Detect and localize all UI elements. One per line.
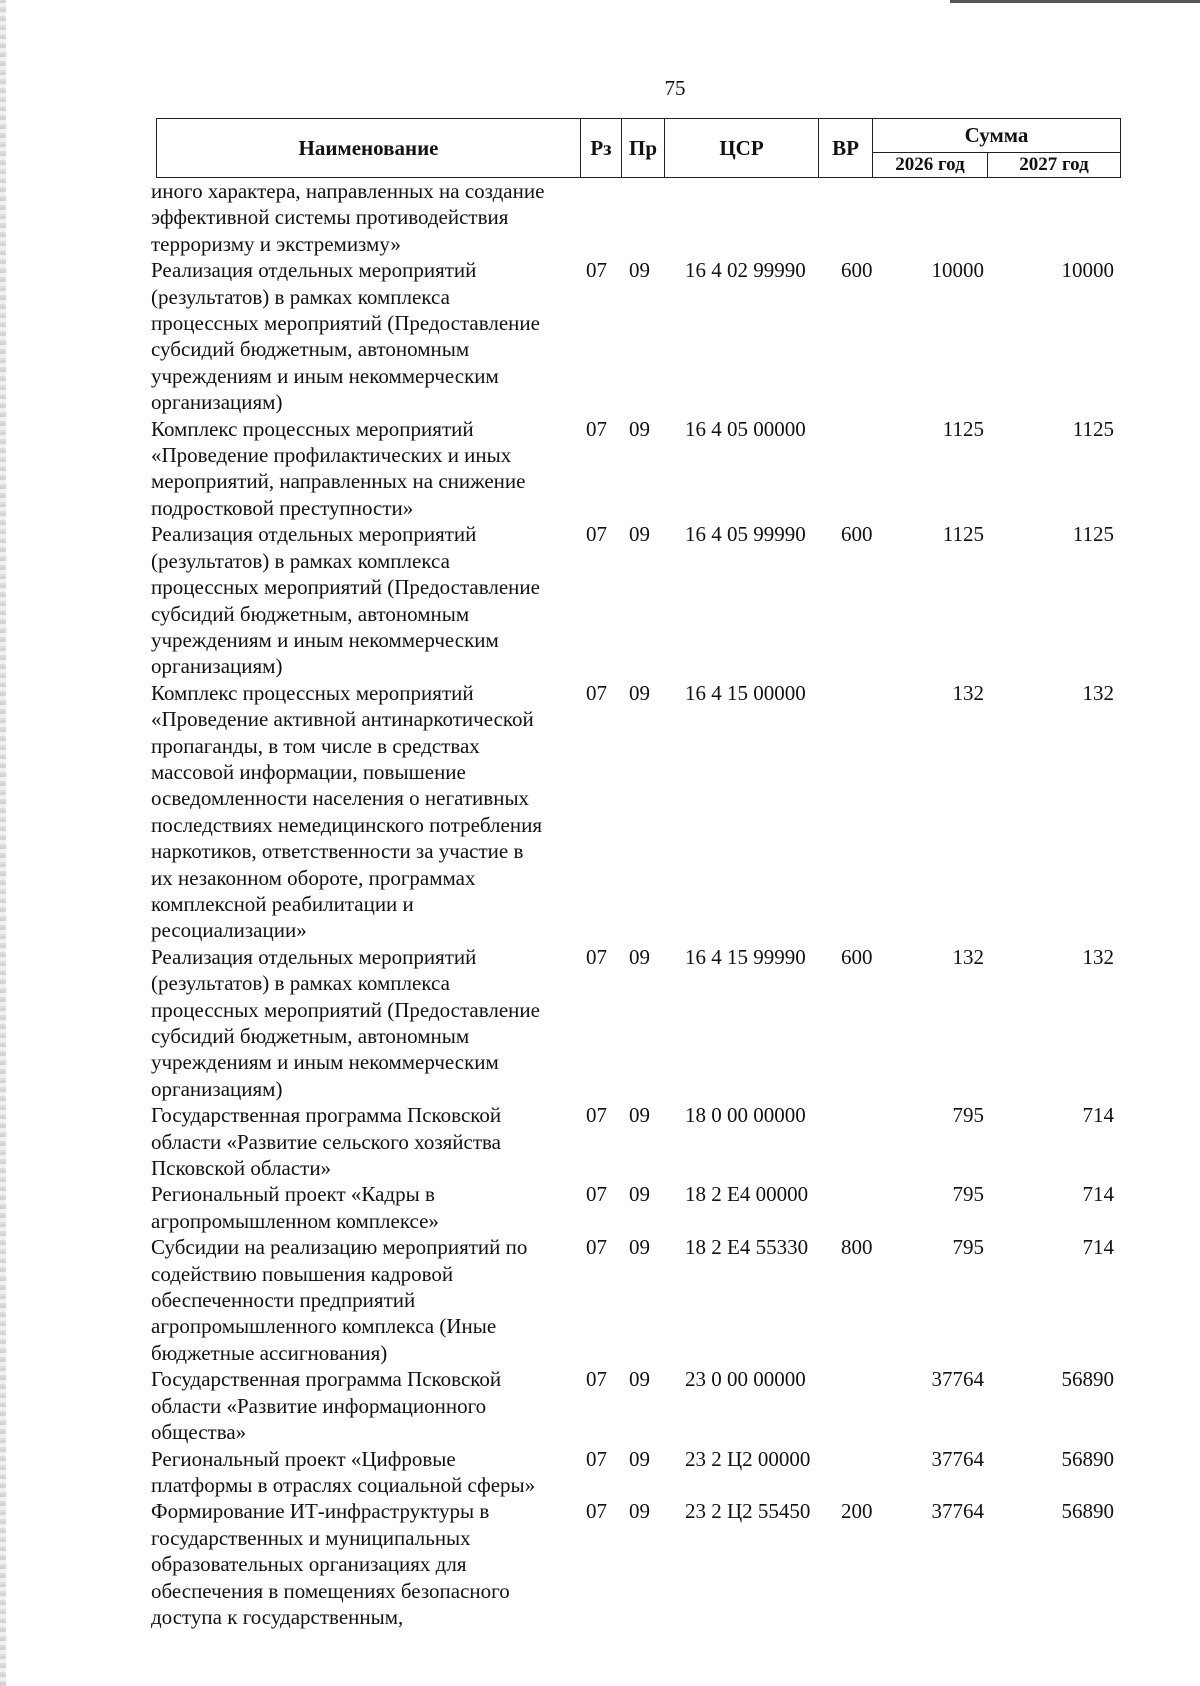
header-year-2026: 2026 год: [873, 153, 988, 178]
row-rz: 07: [586, 258, 607, 283]
row-name: Субсидии на реализацию мероприятий по содействию повышения кадровой обеспеченности предприятий агропромышленного комплекса (Иные бюджетные ассигнования): [151, 1235, 528, 1365]
row-csr: 16 4 05 99990: [685, 522, 806, 547]
row-sum-2026: 37764: [931, 1499, 984, 1524]
row-csr: 23 2 Ц2 00000: [685, 1446, 811, 1471]
row-pr: 09: [629, 680, 650, 705]
row-rz: 07: [586, 1367, 607, 1392]
row-sum-2027: 714: [1082, 1235, 1114, 1260]
row-name: Формирование ИТ-инфраструктуры в государственных и муниципальных образовательных организациях для обеспечения в помещениях безопасного доступа к государственным,: [151, 1499, 510, 1629]
row-rz: 07: [586, 416, 607, 441]
row-sum-2027: 714: [1082, 1182, 1114, 1207]
row-sum-2027: 1125: [1072, 416, 1114, 441]
row-sum-2026: 37764: [931, 1446, 984, 1471]
row-vr: 600: [841, 522, 873, 547]
row-pr: 09: [629, 416, 650, 441]
page-number: 75: [664, 76, 686, 100]
row-csr: 18 2 Е4 00000: [685, 1182, 809, 1207]
row-vr: 800: [841, 1235, 873, 1260]
header-year-2027: 2027 год: [988, 153, 1121, 178]
row-name: Государственная программа Псковской области «Развитие информационного общества»: [151, 1367, 502, 1445]
row-pr: 09: [629, 1103, 650, 1128]
row-sum-2027: 714: [1082, 1103, 1114, 1128]
row-rz: 07: [586, 1103, 607, 1128]
header-sum: Сумма: [873, 119, 1121, 153]
row-csr: 16 4 15 99990: [685, 944, 806, 969]
table-row: [0, 521, 1200, 679]
row-pr: 09: [629, 1446, 650, 1471]
row-pr: 09: [629, 1235, 650, 1260]
row-csr: 16 4 15 00000: [685, 680, 806, 705]
row-rz: 07: [586, 1446, 607, 1471]
row-name: Реализация отдельных мероприятий (результатов) в рамках комплекса процессных мероприятий (Предоставление субсидий бюджетным, автономным учреждениям и иным некоммерческим организациям): [151, 258, 540, 415]
row-rz: 07: [586, 1182, 607, 1207]
row-pr: 09: [629, 258, 650, 283]
row-name: Комплекс процессных мероприятий «Проведение активной антинаркотической пропаганды, в том числе в средствах массовой информации, повышение осведомленности населения о негативных последствиях немедицинского потребления наркотиков, ответственности за участие в их незаконном обороте, программах комплексной реабилитации и ресоциализации»: [151, 680, 542, 943]
row-csr: 16 4 05 00000: [685, 416, 806, 441]
row-sum-2027: 1125: [1072, 522, 1114, 547]
table-row: [0, 1181, 1200, 1234]
row-pr: 09: [629, 1499, 650, 1524]
row-sum-2027: 132: [1082, 944, 1114, 969]
row-name: Реализация отдельных мероприятий (результатов) в рамках комплекса процессных мероприятий (Предоставление субсидий бюджетным, автономным учреждениям и иным некоммерческим организациям): [151, 944, 540, 1101]
scan-edge-top: [950, 0, 1200, 3]
row-pr: 09: [629, 1182, 650, 1207]
table-row: [0, 178, 1200, 257]
row-name: Государственная программа Псковской области «Развитие сельского хозяйства Псковской области»: [151, 1103, 502, 1181]
table-row: [0, 944, 1200, 1102]
row-rz: 07: [586, 1499, 607, 1524]
row-vr: 600: [841, 944, 873, 969]
row-name: Комплекс процессных мероприятий «Проведение профилактических и иных мероприятий, направленных на снижение подростковой преступности»: [151, 416, 526, 520]
row-sum-2027: 56890: [1061, 1367, 1114, 1392]
table-row: [0, 1366, 1200, 1445]
header-name: Наименование: [157, 119, 581, 178]
table-header: [156, 118, 1121, 178]
row-rz: 07: [586, 1235, 607, 1260]
row-sum-2026: 795: [952, 1182, 984, 1207]
row-vr: 600: [841, 258, 873, 283]
row-pr: 09: [629, 944, 650, 969]
table-row: [0, 1102, 1200, 1181]
row-csr: 18 2 Е4 55330: [685, 1235, 809, 1260]
table-body: [0, 178, 1200, 1630]
row-sum-2027: 132: [1082, 680, 1114, 705]
table-row: [0, 416, 1200, 522]
row-sum-2026: 132: [952, 944, 984, 969]
row-sum-2027: 10000: [1061, 258, 1114, 283]
row-name: Реализация отдельных мероприятий (результатов) в рамках комплекса процессных мероприятий (Предоставление субсидий бюджетным, автономным учреждениям и иным некоммерческим организациям): [151, 522, 540, 679]
table-row: [0, 1498, 1200, 1630]
row-sum-2027: 56890: [1061, 1499, 1114, 1524]
row-sum-2027: 56890: [1061, 1446, 1114, 1471]
table-row: [0, 680, 1200, 944]
row-sum-2026: 1125: [942, 522, 984, 547]
row-sum-2026: 37764: [931, 1367, 984, 1392]
table-row: [0, 257, 1200, 415]
table-row: [0, 1446, 1200, 1499]
row-rz: 07: [586, 522, 607, 547]
row-rz: 07: [586, 680, 607, 705]
row-name: Региональный проект «Цифровые платформы в отраслях социальной сферы»: [151, 1446, 536, 1497]
header-vr: ВР: [819, 119, 873, 178]
row-pr: 09: [629, 1367, 650, 1392]
row-sum-2026: 795: [952, 1235, 984, 1260]
row-sum-2026: 1125: [942, 416, 984, 441]
row-sum-2026: 10000: [931, 258, 984, 283]
header-pr: Пр: [622, 119, 665, 178]
row-vr: 200: [841, 1499, 873, 1524]
row-sum-2026: 795: [952, 1103, 984, 1128]
row-csr: 18 0 00 00000: [685, 1103, 806, 1128]
row-csr: 16 4 02 99990: [685, 258, 806, 283]
row-csr: 23 0 00 00000: [685, 1367, 806, 1392]
table-row: [0, 1234, 1200, 1366]
row-csr: 23 2 Ц2 55450: [685, 1499, 811, 1524]
row-name: Региональный проект «Кадры в агропромышленном комплексе»: [151, 1182, 439, 1233]
row-name: иного характера, направленных на создание эффективной системы противодействия терроризму и экстремизму»: [151, 179, 545, 256]
row-rz: 07: [586, 944, 607, 969]
header-rz: Рз: [581, 119, 622, 178]
row-sum-2026: 132: [952, 680, 984, 705]
row-pr: 09: [629, 522, 650, 547]
header-csr: ЦСР: [665, 119, 819, 178]
